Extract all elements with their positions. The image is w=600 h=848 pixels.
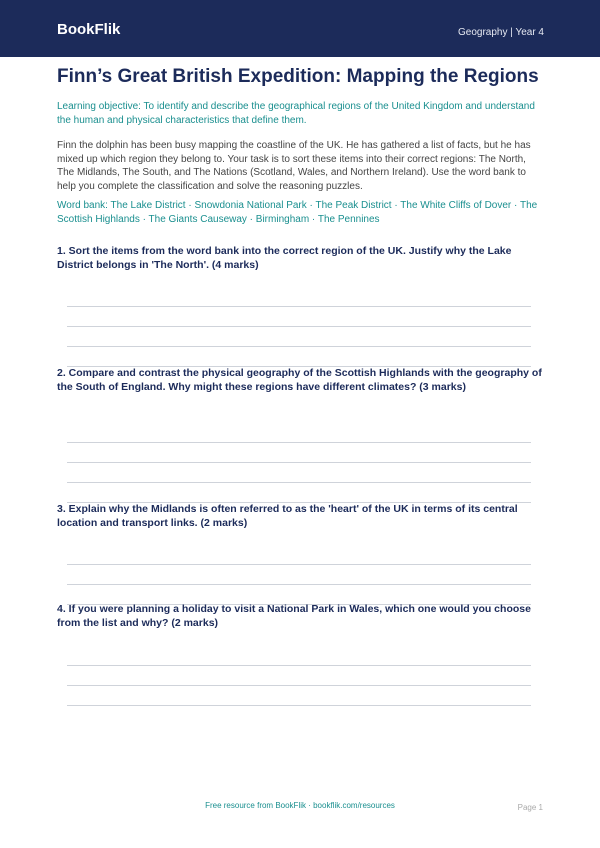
word-bank: Word bank: The Lake District · Snowdonia National Park · The Peak District · The White Cliffs of Dover · The Scottish Highlands · The Giants Causeway · Birmingham · The Pennines	[57, 200, 538, 225]
question-3: 3. Explain why the Midlands is often referred to as the 'heart' of the UK in terms of its central location and transport links. (2 marks)	[57, 503, 518, 529]
question-4: 4. If you were planning a holiday to visit a National Park in Wales, which one would you choose from the list and why? (2 marks)	[57, 603, 531, 629]
answer-line[interactable]	[67, 665, 531, 666]
question-2: 2. Compare and contrast the physical geography of the Scottish Highlands with the geography of the South of England. Why might these regions have different climates? (3 marks)	[57, 367, 542, 393]
footer-resource-link[interactable]: Free resource from BookFlik · bookflik.com/resources	[205, 801, 395, 810]
answer-line[interactable]	[67, 685, 531, 686]
answer-line[interactable]	[67, 482, 531, 483]
answer-line[interactable]	[67, 326, 531, 327]
answer-line[interactable]	[67, 306, 531, 307]
worksheet-title: Finn’s Great British Expedition: Mapping the Regions	[57, 66, 539, 87]
brand-logo: BookFlik	[57, 21, 121, 38]
page-number: Page 1	[517, 803, 543, 812]
answer-line[interactable]	[67, 462, 531, 463]
question-1: 1. Sort the items from the word bank into the correct region of the UK. Justify why the Lake District belongs in 'The North'. (4 marks)	[57, 245, 512, 271]
intro-paragraph: Finn the dolphin has been busy mapping the coastline of the UK. He has gathered a list of facts, but he has mixed up which region they belong to. Your task is to sort these items into their correct regions: The North, The Midlands, The South, and The Nations (Scotland, Wales, and Northern Ireland). Use the word bank to help you complete the classification and solve the reasoning puzzles.	[57, 140, 531, 192]
answer-line[interactable]	[67, 346, 531, 347]
answer-line[interactable]	[67, 564, 531, 565]
learning-objective: Learning objective: To identify and describe the geographical regions of the United Kingdom and understand the human and physical characteristics that define them.	[57, 101, 535, 126]
answer-line[interactable]	[67, 584, 531, 585]
header-bar	[0, 0, 600, 57]
answer-line[interactable]	[67, 705, 531, 706]
answer-line[interactable]	[67, 442, 531, 443]
subject-year-label: Geography | Year 4	[458, 27, 544, 38]
